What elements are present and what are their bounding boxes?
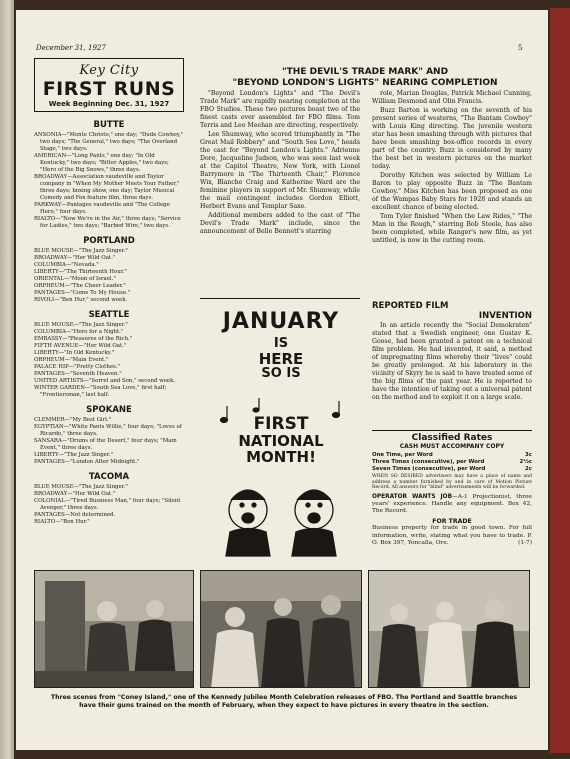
theatre-listing: ORIENTAL—"Moon of Israel." [34, 276, 116, 282]
rate-label: One Time, per Word [372, 452, 433, 458]
theatre-listing: ANSONIA—"Monte Christo," one day; "Dude Cowboy," two days; "The General," two days; "The Overland Stage," two days. [34, 132, 184, 152]
coney-island-photos [34, 570, 530, 688]
rate-price: 2c [525, 466, 532, 472]
theatre-listing: BROADWAY—"Her Wild Oat." [34, 255, 116, 261]
rate-label: Three Times (consecutive), per Word [372, 459, 485, 465]
city-listings [34, 120, 184, 526]
classified-section [372, 430, 532, 547]
ad-is: IS [273, 336, 289, 351]
theatre-listing: LIBERTY—"The Thirteenth Hour." [34, 269, 127, 275]
classified-ad-trade [372, 525, 532, 547]
article-paragraph: Additional members added to the cast of "The Devil's Trade Mark" include, since the announcement of Belle Bennett's starring [200, 212, 360, 235]
ad-national: NATIONAL [238, 432, 324, 450]
reported-film-text: In an article recently the "Social Demokraten" stated that a Swedish engineer, one Gustav K. Goose, had been granted a patent on a technical film problem. He had invented, it said, a method of impregnating films whereby their "lives" could be greatly prolonged. At his laboratory in the vicinity of Skyry he is said to have treated some of the big films of the past year. He is reported to have the intention of taking out a universal patent on the method and to exploit it on a large scale. [372, 322, 532, 401]
rate-price: 3c [525, 452, 532, 458]
theatre-listing: AMERICAN—"Long Pants," one day; "In Old Kentucky," two days; "Bitter Apples," two days; "Hero of the Big Snows," three days. [34, 153, 169, 173]
classified-ad-text: —A-1 Projectionist, three years' experience. Handle any equipment. Box 42, The Record. [372, 493, 532, 515]
city-heading: PORTLAND [83, 236, 135, 246]
theatre-listing: LIBERTY—"The Jazz Singer." [34, 452, 114, 458]
classified-ad-heading: OPERATOR WANTS JOB [372, 493, 453, 500]
theatre-listing: BLUE MOUSE—"The Jazz Singer." [34, 322, 128, 328]
theatre-listing: PALACE HIP—"Pretty Clothes." [34, 364, 120, 370]
theatre-listing: WINTER GARDEN—"South Sea Love," first half; "Frontiersman," last half. [34, 385, 167, 398]
theatre-listing: RIALTO—"Now We're in the Air," three days; "Service for Ladies," two days; "Barbed Wire," two days. [34, 216, 181, 229]
classified-title: Classified Rates [372, 430, 532, 443]
divider [200, 298, 360, 299]
ad-here: HERE [258, 350, 304, 368]
article-paragraph: Lee Shumway, who scored triumphantly in "The Great Mail Robbery" and "South Sea Love," heads the cast for "Beyond London's Lights." Adrienne Dore, Jacqueline Judson, who was seen last week at the Capitol Theatre, New York, with Lionel Barrymore in "The Thirteenth Chair," Florence Wix, Blanche Craig and Katherine Ward are the feminine players in support of Mr. Shumway, while the mail contingent includes Gordon Elliott, Herbert Evans and Templar Saxe. [200, 131, 360, 210]
theatre-listing: BLUE MOUSE—"The Jazz Singer." [34, 484, 128, 490]
theatre-listing: ORPHEUM—"Main Event." [34, 357, 109, 363]
scene-photo-1 [34, 570, 194, 688]
rate-row [372, 452, 532, 459]
ad-copy [206, 310, 356, 465]
city-heading: SPOKANE [86, 405, 132, 415]
theatre-listing: PARKWAY—Pantages vaudeville and "The College Hero," four days. [34, 202, 170, 215]
article-paragraph: Buzz Barton is working on the seventh of his present series of westerns, "The Bantam Cowboy" with Louis King directing. The juvenile western star has been smashing through with pictures that have been smashing box-office records in every part of the country. Buzz is considered by many the best bet in western pictures on the market today. [372, 107, 532, 170]
book-binding [0, 0, 14, 759]
theatre-listing: EMBASSY—"Pleasures of the Rich." [34, 336, 133, 342]
rate-price: 2½c [519, 459, 532, 465]
scene-photo-3 [368, 570, 530, 688]
ad-first: FIRST [253, 414, 309, 434]
theatre-listing: COLUMBIA—"Hero for a Night." [34, 329, 124, 335]
theatre-listing: COLONIAL—"Tired Business Man," four days; "Silent Avenger," three days. [34, 498, 181, 511]
rate-table [372, 452, 532, 473]
classified-subtitle: CASH MUST ACCOMPANY COPY [399, 443, 505, 450]
masthead-first-runs: FIRST RUNS [42, 78, 176, 100]
classified-note: WHEN SO DESIRED advertisers may have a place of name and address a number furnished by and in care of Motion Picture Record. All answers for "blind" advertisements will be forwarded. [372, 474, 532, 491]
theatre-listing: RIVOLI—"Ben Hur," second week. [34, 297, 128, 303]
photo-caption: Three scenes from "Coney Island," one of the Kennedy Jubilee Month Celebration releases of FBO. The Portland and Seattle branches have their guns trained on the month of February, when they expect to have pictures in every theatre in the section. [50, 694, 518, 709]
first-national-month-ad [206, 310, 356, 560]
book-cover-edge [550, 8, 570, 753]
article-paragraph: "Beyond London's Lights" and "The Devil's Trade Mark" are rapidly nearing completion at the FBO Studios. These two pictures boast two of the finest casts ever assembled for FBO films. Tom Terris and Leo Meehan are directing, respectively. [200, 90, 360, 129]
issue-date: December 31, 1927 [36, 44, 106, 52]
theatre-listing: PANTAGES—"Come To My House." [34, 290, 131, 296]
theatre-listing: PANTAGES—Not determined. [34, 512, 116, 518]
page-number: 5 [518, 44, 523, 52]
theatre-listing: ORPHEUM—"The Cheer Leader." [34, 283, 126, 289]
masthead-week: Week Beginning Dec. 31, 1927 [48, 100, 170, 108]
classified-ad-text: Business property for trade in good town. For full information, write, stating what you have to trade. P. O. Box 397, Yoncalla, Ore. [372, 525, 532, 546]
theatre-listing: EGYPTIAN—"White Pants Willie," four days; "Loves of Ricardo," three days. [34, 424, 182, 437]
classified-ad-heading: FOR TRADE [432, 518, 472, 526]
theatre-listing: BLUE MOUSE—"The Jazz Singer." [34, 248, 128, 254]
article-headline [200, 67, 530, 89]
rate-row [372, 459, 532, 466]
article-column-1 [200, 90, 360, 294]
city-heading: SEATTLE [88, 310, 130, 320]
theatre-listing: PANTAGES—"Seventh Heaven." [34, 371, 122, 377]
headline-line-2: "BEYOND LONDON'S LIGHTS" NEARING COMPLETION [232, 78, 498, 88]
article-paragraph: role, Marian Douglas, Patrick Michael Cunning, William Desmond and Olin Francis. [372, 90, 532, 105]
city-heading: BUTTE [93, 120, 125, 130]
theatre-listing: FIFTH AVENUE—"Her Wild Oat." [34, 343, 127, 349]
classified-ad-ref: (1-7) [518, 539, 532, 546]
reported-film-subtitle: INVENTION [478, 311, 532, 321]
scene-photo-2 [200, 570, 362, 688]
headline-line-1: "THE DEVIL'S TRADE MARK" AND [281, 67, 449, 77]
rate-label: Seven Times (consecutive), per Word [372, 466, 486, 472]
theatre-listing: COLUMBIA—"Nevada." [34, 262, 99, 268]
ad-january: JANUARY [222, 309, 340, 334]
classified-ad-operator [372, 494, 532, 516]
theatre-listing: BROADWAY—Association vaudeville and Taylor company in "When My Mother Meets Your Father," three days; boxing show, one day; Taylor Musical Comedy and Fox feature film, three days. [34, 174, 180, 201]
article-column-2 [372, 90, 532, 294]
ad-month: MONTH! [246, 448, 316, 466]
magazine-page [16, 10, 548, 750]
reported-film-title: REPORTED FILM [372, 301, 449, 311]
city-heading: TACOMA [88, 472, 130, 482]
theatre-listing: PANTAGES—"London After Midnight." [34, 459, 140, 465]
first-runs-column [34, 58, 184, 564]
theatre-listing: LIBERTY—"In Old Kentucky." [34, 350, 115, 356]
theatre-listing: BROADWAY—"Her Wild Oat." [34, 491, 116, 497]
masthead-key-city: Key City [79, 63, 139, 78]
theatre-listing: RIALTO—"Ben Hur." [34, 519, 90, 525]
theatre-listing: CLEMMER—"My Best Girl." [34, 417, 112, 423]
article-paragraph: Dorothy Kitchen was selected by William Le Baron to play opposite Buzz in "The Bantam Cowboy." Miss Kitchen has been proposed as one of the Wampas Baby Stars for 1928 and stands an excellent chance of being elected. [372, 172, 532, 211]
rate-row [372, 466, 532, 473]
reported-film-body [372, 322, 532, 426]
ad-so-is: SO IS [261, 366, 301, 381]
theatre-listing: SANSARA—"Drums of the Desert," four days; "Main Event," three days. [34, 438, 177, 451]
first-runs-masthead [34, 58, 184, 112]
article-paragraph: Tom Tyler finished "When the Law Rides," "The Man in the Rough," starring Bob Steele, has also been completed, while Ranger's new film, as yet untitled, is now in the cutting room. [372, 213, 532, 244]
theatre-listing: UNITED ARTISTS—"Sorrel and Son," second week. [34, 378, 176, 384]
